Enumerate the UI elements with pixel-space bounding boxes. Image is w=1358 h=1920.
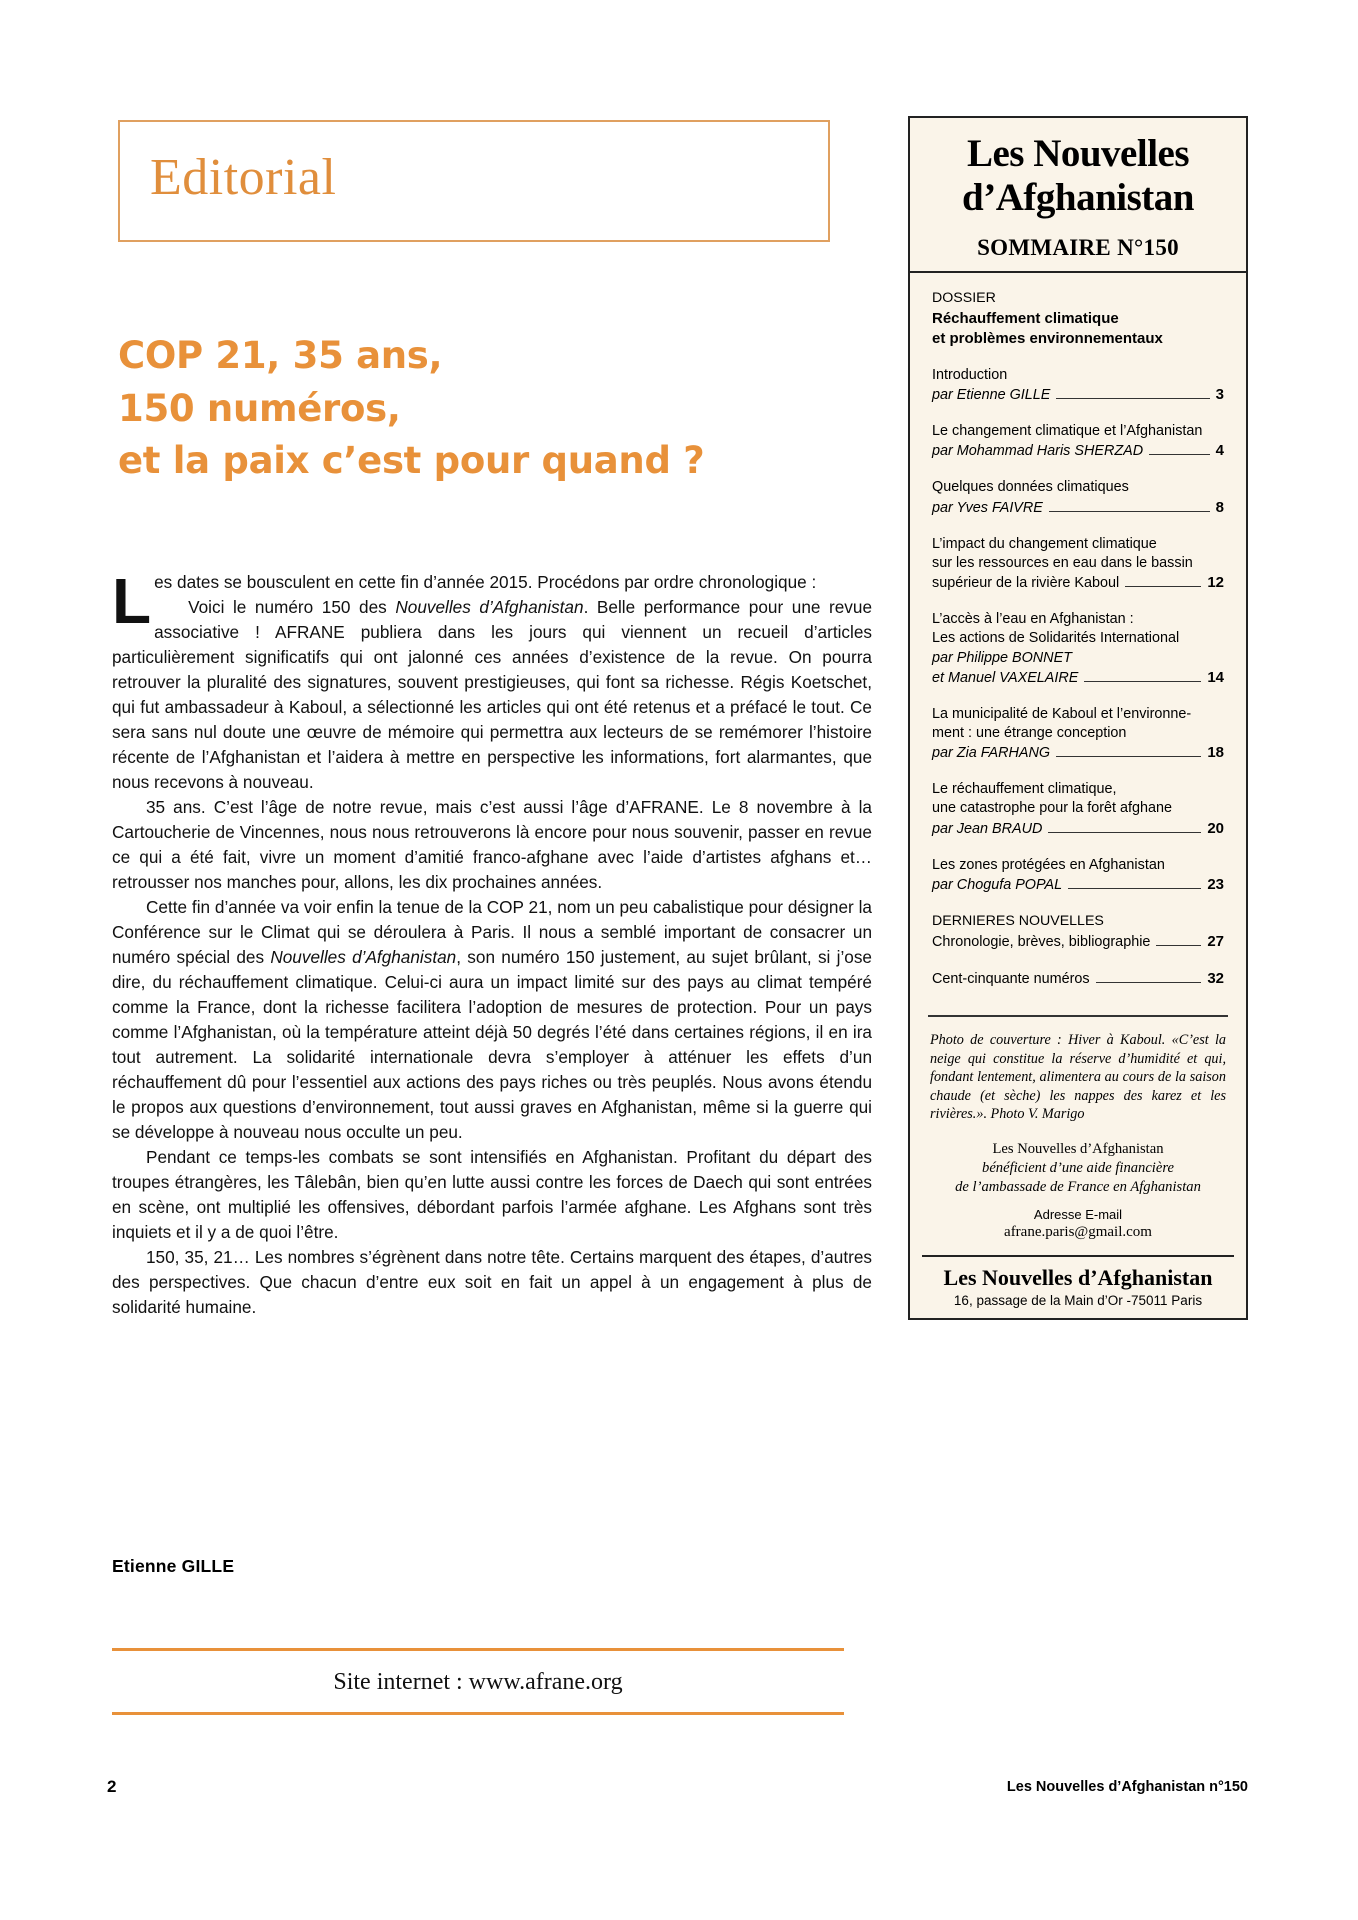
article-paragraph: 150, 35, 21… Les nombres s’égrènent dans notre tête. Certains marquent des étapes, d’autres des perspectives. Que chacun d’entre eux soit en fait un appel à un engagement à plus de solidarité humaine. xyxy=(112,1247,872,1318)
dossier-block xyxy=(932,289,1224,348)
drop-cap: L xyxy=(112,565,152,637)
toc-entry[interactable] xyxy=(932,422,1224,461)
page-number: 2 xyxy=(107,1777,117,1796)
toc-page: 27 xyxy=(1207,932,1224,950)
article-body xyxy=(112,565,873,1320)
toc-entry-author: par Mohammad Haris SHERZAD xyxy=(932,443,1144,460)
dossier-label: DOSSIER xyxy=(932,290,996,307)
sidebar-footer-address: 16, passage de la Main d’Or -75011 Paris xyxy=(953,1293,1203,1309)
toc-entry-author: par Etienne GILLE xyxy=(932,386,1051,403)
headline-line-1: COP 21, 35 ans, xyxy=(118,334,443,377)
divider-bottom xyxy=(112,1712,844,1715)
toc-leader xyxy=(1149,454,1210,455)
dernieres-nouvelles-block xyxy=(932,912,1224,952)
site-internet-band xyxy=(112,1648,844,1715)
toc-entry-author: par Jean BRAUD xyxy=(932,820,1043,837)
toc-entry-line: par Philippe BONNET xyxy=(932,649,1072,666)
toc-entry-line: Le changement climatique et l’Afghanistan xyxy=(932,423,1203,440)
toc-entry-author: supérieur de la rivière Kaboul xyxy=(932,575,1120,592)
toc-entry-line: Le réchauffement climatique, xyxy=(932,781,1117,798)
article-signature: Etienne GILLE xyxy=(112,1556,235,1576)
toc-entry-line: ment : une étrange conception xyxy=(932,725,1127,741)
footer-publication-title: Les Nouvelles d’Afghanistan n°150 xyxy=(1006,1779,1248,1795)
toc-leader xyxy=(1068,888,1201,889)
article-paragraph: Cette fin d’année va voir enfin la tenue de la COP 21, nom un peu cabalistique pour désigner la Conférence sur le Climat qui se déroulera à Paris. Il nous a semblé important de consacrer un numéro spécial des Nouvelles d’Afghanistan, son numéro 150 justement, au sujet brûlant, si j’ose dire, du réchauffement climatique. Celui-ci aura un impact limité sur des pays au climat tempéré comme la France, dont la richesse facilitera l’adoption de mesures de protection. Pour un pays comme l’Afghanistan, où la température atteint déjà 50 degrés l’été dans certaines régions, il en ira tout autrement. La solidarité internationale devra s’employer à atténuer les effets d’un réchauffement dû pour l’essentiel aux actions des pays riches ou très peuplés. Nous avons étendu le propos aux questions d’environnement, tout aussi graves en Afghanistan, même si la guerre qui se développe à nouveau nous occulte un peu. xyxy=(112,897,872,1143)
sommaire-heading: SOMMAIRE N°150 xyxy=(977,235,1179,261)
toc-page: 3 xyxy=(1215,385,1224,403)
toc-entry-author: par Zia FARHANG xyxy=(932,745,1051,762)
funding-line-3: de l’ambassade de France en Afghanistan xyxy=(955,1179,1201,1196)
toc-page: 23 xyxy=(1207,875,1224,893)
sommaire-sidebar xyxy=(908,116,1248,1320)
toc-entry-author: par Chogufa POPAL xyxy=(932,876,1063,893)
article-paragraph: Pendant ce temps-les combats se sont intensifiés en Afghanistan. Profitant du départ des troupes étrangères, les Tâlebân, bien qu’en lutte aussi contre les forces de Daech qui sont entrées en scène, ont multiplié les offensives, débordant parfois l’armée afghane. Les Afghans sont très inquiets et il y a de quoi l’être. xyxy=(112,1147,872,1243)
toc-entry-chronologie[interactable] xyxy=(932,932,1224,952)
cover-photo-caption: Photo de couverture : Hiver à Kaboul. «C’est la neige qui constitue la réserve d’humidité et qui, fondant lentement, alimentera au cours de la saison chaude (et sèche) les nappes des karez et les rivières.». Photo V. Marigo xyxy=(930,1032,1226,1123)
toc-leader xyxy=(1096,982,1202,983)
funding-line-2: bénéficient d’une aide financière xyxy=(982,1159,1174,1176)
toc-leader xyxy=(1125,586,1201,587)
dossier-title-line-2: et problèmes environnementaux xyxy=(932,330,1163,348)
toc-entry[interactable] xyxy=(932,856,1224,895)
article-headline xyxy=(118,330,878,488)
toc-entry-label: Cent-cinquante numéros xyxy=(932,971,1090,988)
sidebar-footer-title: Les Nouvelles d’Afghanistan xyxy=(943,1265,1213,1291)
toc-entry-last-line xyxy=(932,743,1224,763)
toc-page: 4 xyxy=(1215,442,1224,460)
email-address[interactable]: afrane.paris@gmail.com xyxy=(1004,1224,1152,1241)
toc-entry-line: La municipalité de Kaboul et l’environne- xyxy=(932,705,1192,722)
toc-leader xyxy=(1049,511,1210,512)
dossier-title-line-1: Réchauffement climatique xyxy=(932,310,1119,328)
toc-entry-line: sur les ressources en eau dans le bassin xyxy=(932,554,1193,571)
toc-page: 14 xyxy=(1207,668,1224,686)
toc-entry[interactable] xyxy=(932,610,1224,688)
toc-page: 32 xyxy=(1207,970,1224,988)
toc-entry-list xyxy=(932,366,1224,895)
page-title: Editorial xyxy=(150,149,337,206)
toc-entry-last-line xyxy=(932,385,1224,405)
funding-line-1: Les Nouvelles d’Afghanistan xyxy=(992,1140,1164,1157)
toc-entry-line: L’accès à l’eau en Afghanistan : xyxy=(932,611,1134,628)
masthead-line-2: d’Afghanistan xyxy=(962,175,1194,219)
toc-leader xyxy=(1084,681,1201,682)
toc-page: 18 xyxy=(1207,744,1224,762)
toc-entry-last-line xyxy=(932,819,1224,839)
toc-entry-last-line xyxy=(932,573,1224,593)
toc-entry-last-line xyxy=(932,875,1224,895)
toc-entry-label: Chronologie, brèves, bibliographie xyxy=(932,933,1151,950)
toc-leader xyxy=(1056,398,1209,399)
toc-entry-author: et Manuel VAXELAIRE xyxy=(932,669,1079,686)
toc-entry-last-line xyxy=(932,668,1224,688)
toc-leader xyxy=(1048,832,1201,833)
toc-leader xyxy=(1056,756,1201,757)
toc-entry-line: Les actions de Solidarités International xyxy=(932,630,1180,647)
toc-entry-line: une catastrophe pour la forêt afghane xyxy=(932,800,1173,817)
toc-entry-last-line xyxy=(932,498,1224,518)
article-paragraph: 35 ans. C’est l’âge de notre revue, mais c’est aussi l’âge d’AFRANE. Le 8 novembre à la Cartoucherie de Vincennes, nous nous retrouverons là encore pour nous souvenir, passer en revue ce qui a été fait, vivre un moment d’amitié franco-afghane avec l’aide d’artistes afghans et… retrousser nos manches pour, allons, les dix prochaines années. xyxy=(112,797,872,893)
article-paragraph: Les dates se bousculent en cette fin d’année 2015. Procédons par ordre chronologique : xyxy=(112,565,817,637)
toc-entry[interactable] xyxy=(932,780,1224,838)
toc-entry[interactable] xyxy=(932,705,1224,763)
toc-entry[interactable] xyxy=(932,366,1224,405)
email-label: Adresse E-mail xyxy=(1033,1207,1123,1223)
site-internet-link[interactable]: Site internet : www.afrane.org xyxy=(333,1669,623,1695)
editorial-title-box xyxy=(118,120,830,242)
toc-entry-author: par Yves FAIVRE xyxy=(932,499,1043,516)
toc-entry-line: Introduction xyxy=(932,366,1008,383)
toc-entry-line: Quelques données climatiques xyxy=(932,479,1129,496)
toc-page: 8 xyxy=(1215,498,1224,516)
toc-entry-line: Les zones protégées en Afghanistan xyxy=(932,856,1165,873)
headline-line-3: et la paix c’est pour quand ? xyxy=(118,439,705,483)
toc-page: 12 xyxy=(1207,574,1224,592)
toc-entry-last-line xyxy=(932,441,1224,461)
toc-entry[interactable] xyxy=(932,478,1224,517)
toc-entry-cent-cinquante[interactable] xyxy=(932,969,1224,989)
toc-leader xyxy=(1156,945,1201,946)
toc-entry[interactable] xyxy=(932,535,1224,593)
funding-note xyxy=(910,1124,1246,1198)
table-of-contents xyxy=(910,273,1246,993)
headline-line-2: 150 numéros, xyxy=(118,386,401,430)
masthead xyxy=(910,118,1246,221)
dernieres-nouvelles-label: DERNIERES NOUVELLES xyxy=(932,913,1104,930)
toc-page: 20 xyxy=(1207,819,1224,837)
toc-entry-line: L’impact du changement climatique xyxy=(932,535,1157,552)
article-paragraph: Voici le numéro 150 des Nouvelles d’Afghanistan. Belle performance pour une revue associative ! AFRANE publiera dans les jours qui viennent un recueil d’articles particulièrement significatifs qui ont jalonné ces années d’existence de la revue. On pourra retrouver la pluralité des signatures, souvent prestigieuses, qui font sa richesse. Régis Koetschet, qui fut ambassadeur à Kaboul, a sélectionné les articles qui ont été retenus et a préfacé le tout. Ce sera sans nul doute une œuvre de mémoire qui permettra aux lecteurs de se remémorer l’histoire récente de l’Afghanistan et l’aidera à mettre en perspective les informations, fort alarmantes, que nous recevons à nouveau. xyxy=(112,597,873,793)
masthead-line-1: Les Nouvelles xyxy=(966,132,1190,175)
